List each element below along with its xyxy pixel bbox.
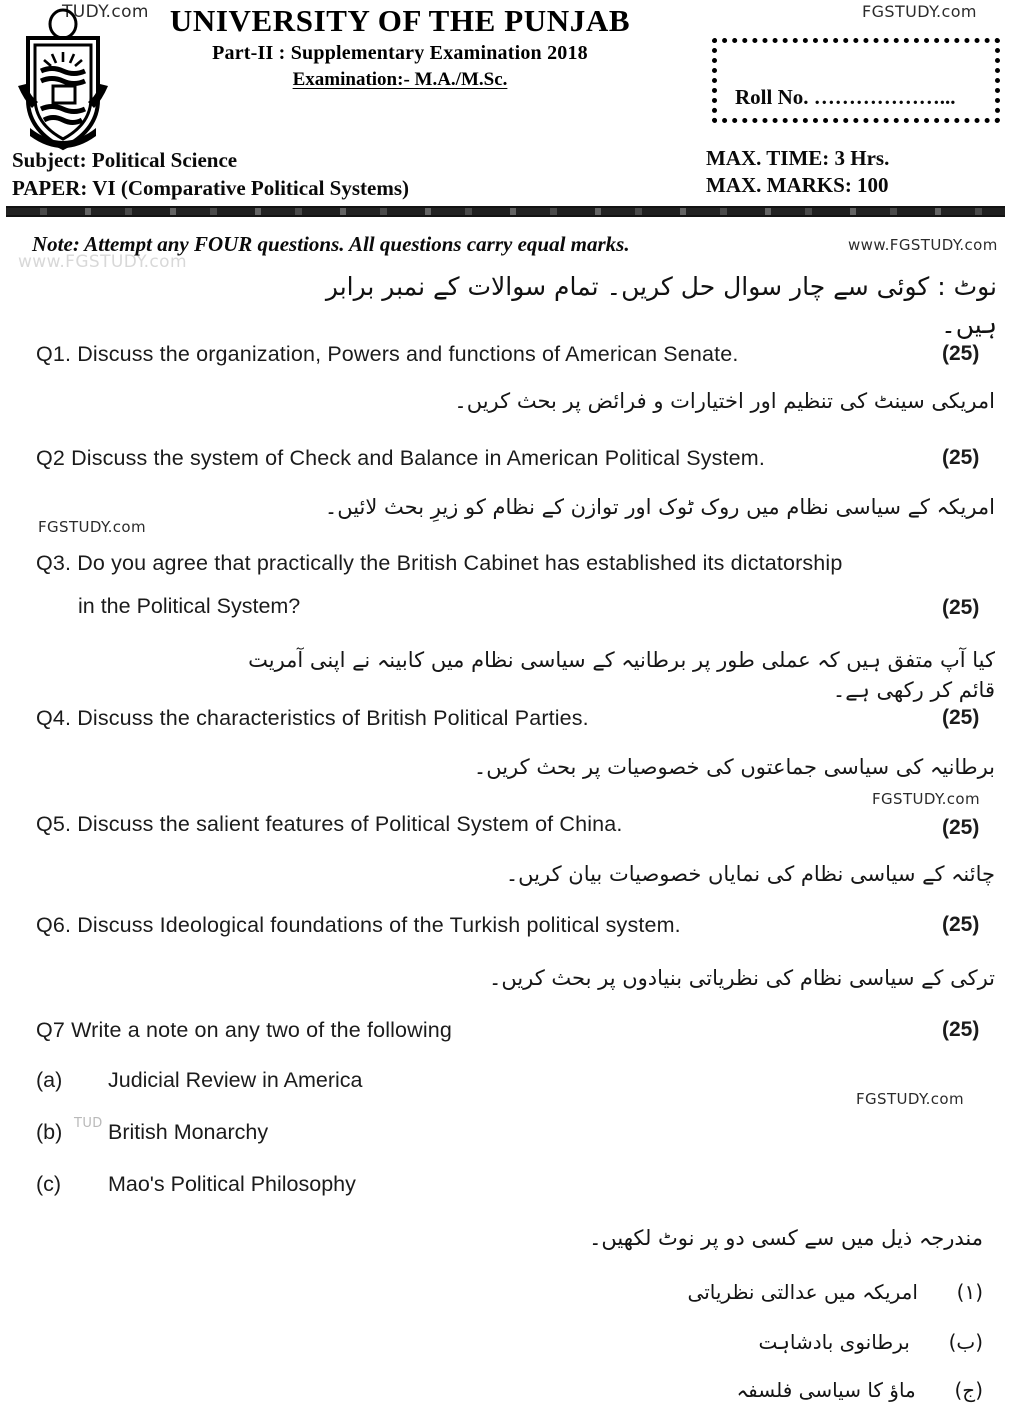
question-q4-text: Discuss the characteristics of British Political Parties. (77, 706, 589, 730)
question-q4-urdu: برطانیہ کی سیاسی جماعتوں کی خصوصیات پر بحث کریں۔ (473, 755, 995, 779)
question-q6-marks: (25) (942, 913, 980, 936)
question-q5-marks: (25) (942, 816, 980, 839)
question-q7-marks: (25) (942, 1018, 980, 1041)
question-q1-urdu: امریکی سینٹ کی تنظیم اور اختیارات و فرائض پر بحث کریں۔ (454, 389, 995, 413)
question-q4 (36, 706, 589, 731)
question-q7-option-c-label: (c) (36, 1172, 62, 1196)
question-q1-number: Q1. (36, 342, 72, 366)
question-q7-option-b-label: (b) (36, 1120, 63, 1144)
question-q7-option-b-text: British Monarchy (107, 1120, 269, 1144)
question-q2-marks: (25) (942, 446, 980, 469)
question-q3 (36, 551, 842, 576)
question-q3-text: Do you agree that practically the British Cabinet has established its dictatorship (77, 551, 843, 575)
question-q3-number: Q3. (36, 551, 72, 575)
tail-urdu-item-2-label: (ب) (948, 1330, 983, 1354)
university-crest-icon (8, 8, 118, 153)
question-q7-option-a-text: Judicial Review in America (107, 1068, 363, 1092)
question-q6-number: Q6. (36, 913, 72, 937)
question-q7-option-a (36, 1068, 363, 1093)
question-q3-text-line2: in the Political System? (78, 594, 301, 618)
question-q2-urdu: امریکہ کے سیاسی نظام میں روک ٹوک اور توازن کے نظام کو زیرِ بحث لائیں۔ (324, 495, 995, 519)
question-q5-urdu: چائنہ کے سیاسی نظام کی نمایاں خصوصیات بیان کریں۔ (505, 862, 995, 886)
tail-urdu-item-3-label: (ج) (954, 1378, 983, 1402)
watermark-note-ghost: www.FGSTUDY.com (18, 252, 187, 272)
question-q1 (36, 342, 738, 367)
header-divider-rule (6, 206, 1005, 217)
watermark-inline-b: TUD (74, 1116, 103, 1131)
question-q2-text: Discuss the system of Check and Balance in American Political System. (71, 446, 765, 470)
question-q4-number: Q4. (36, 706, 72, 730)
watermark-left-q3: FGSTUDY.com (38, 518, 146, 536)
question-q7-text: Write a note on any two of the following (71, 1018, 452, 1042)
question-q7 (36, 1018, 452, 1043)
max-marks-label: MAX. MARKS: 100 (706, 173, 889, 197)
exam-level-line: Examination:- M.A./M.Sc. (292, 69, 508, 91)
question-q1-marks: (25) (942, 342, 980, 365)
question-q7-number: Q7 (36, 1018, 65, 1042)
question-q2 (36, 446, 765, 471)
exam-header (120, 4, 680, 91)
roll-number-label: Roll No. ………………... (735, 85, 956, 109)
question-q5 (36, 812, 622, 837)
question-q3-marks: (25) (942, 596, 980, 619)
note-urdu: نوٹ : کوئی سے چار سوال حل کریں۔ تمام سوالات کے نمبر برابر ہیں۔ (325, 272, 997, 339)
question-q3-urdu: کیا آپ متفق ہیں کہ عملی طور پر برطانیہ کے سیاسی نظام میں کابینہ نے اپنی آمریت قائم کر رکھی ہے۔ (248, 648, 995, 703)
max-time-label: MAX. TIME: 3 Hrs. (706, 146, 890, 170)
roll-number-box[interactable] (712, 38, 1000, 123)
watermark-right-q5: FGSTUDY.com (872, 790, 980, 808)
question-q6-urdu: ترکی کے سیاسی نظام کی نظریاتی بنیادوں پر بحث کریں۔ (489, 966, 995, 990)
question-q5-number: Q5. (36, 812, 72, 836)
question-q7-option-a-label: (a) (36, 1068, 63, 1092)
question-q1-text: Discuss the organization, Powers and functions of American Senate. (77, 342, 739, 366)
paper-label: PAPER: VI (Comparative Political Systems) (12, 176, 409, 200)
question-q7-option-c-text: Mao's Political Philosophy (107, 1172, 356, 1196)
tail-urdu-item-2-text: برطانوی بادشاہت (758, 1330, 910, 1354)
question-q2-number: Q2 (36, 446, 65, 470)
subject-label: Subject: Political Science (12, 148, 238, 172)
watermark-top-left: TUDY.com (62, 2, 149, 22)
tail-urdu-item-1-label: (۱) (956, 1280, 983, 1304)
question-q6 (36, 913, 681, 938)
tail-urdu-heading: مندرجہ ذیل میں سے کسی دو پر نوٹ لکھیں۔ (589, 1226, 983, 1250)
note-english: Note: Attempt any FOUR questions. All questions carry equal marks. (32, 232, 630, 256)
watermark-note-right: www.FGSTUDY.com (848, 236, 998, 254)
question-q7-option-c (36, 1172, 356, 1197)
exam-part-line: Part-II : Supplementary Examination 2018 (212, 42, 588, 65)
tail-urdu-item-1-text: امریکہ میں عدالتی نظریاتی (687, 1280, 918, 1304)
question-q7-option-b (36, 1120, 268, 1145)
tail-urdu-item-2 (759, 1330, 983, 1354)
tail-urdu-item-3 (736, 1378, 983, 1402)
tail-urdu-item-1 (688, 1280, 983, 1304)
watermark-right-q7: FGSTUDY.com (856, 1090, 964, 1108)
question-q5-text: Discuss the salient features of Political System of China. (77, 812, 623, 836)
question-q6-text: Discuss Ideological foundations of the Turkish political system. (77, 913, 681, 937)
watermark-top-right: FGSTUDY.com (862, 2, 977, 21)
university-name: UNIVERSITY OF THE PUNJAB (169, 3, 631, 38)
question-q4-marks: (25) (942, 706, 980, 729)
tail-urdu-item-3-text: ماؤ کا سیاسی فلسفہ (736, 1378, 916, 1402)
